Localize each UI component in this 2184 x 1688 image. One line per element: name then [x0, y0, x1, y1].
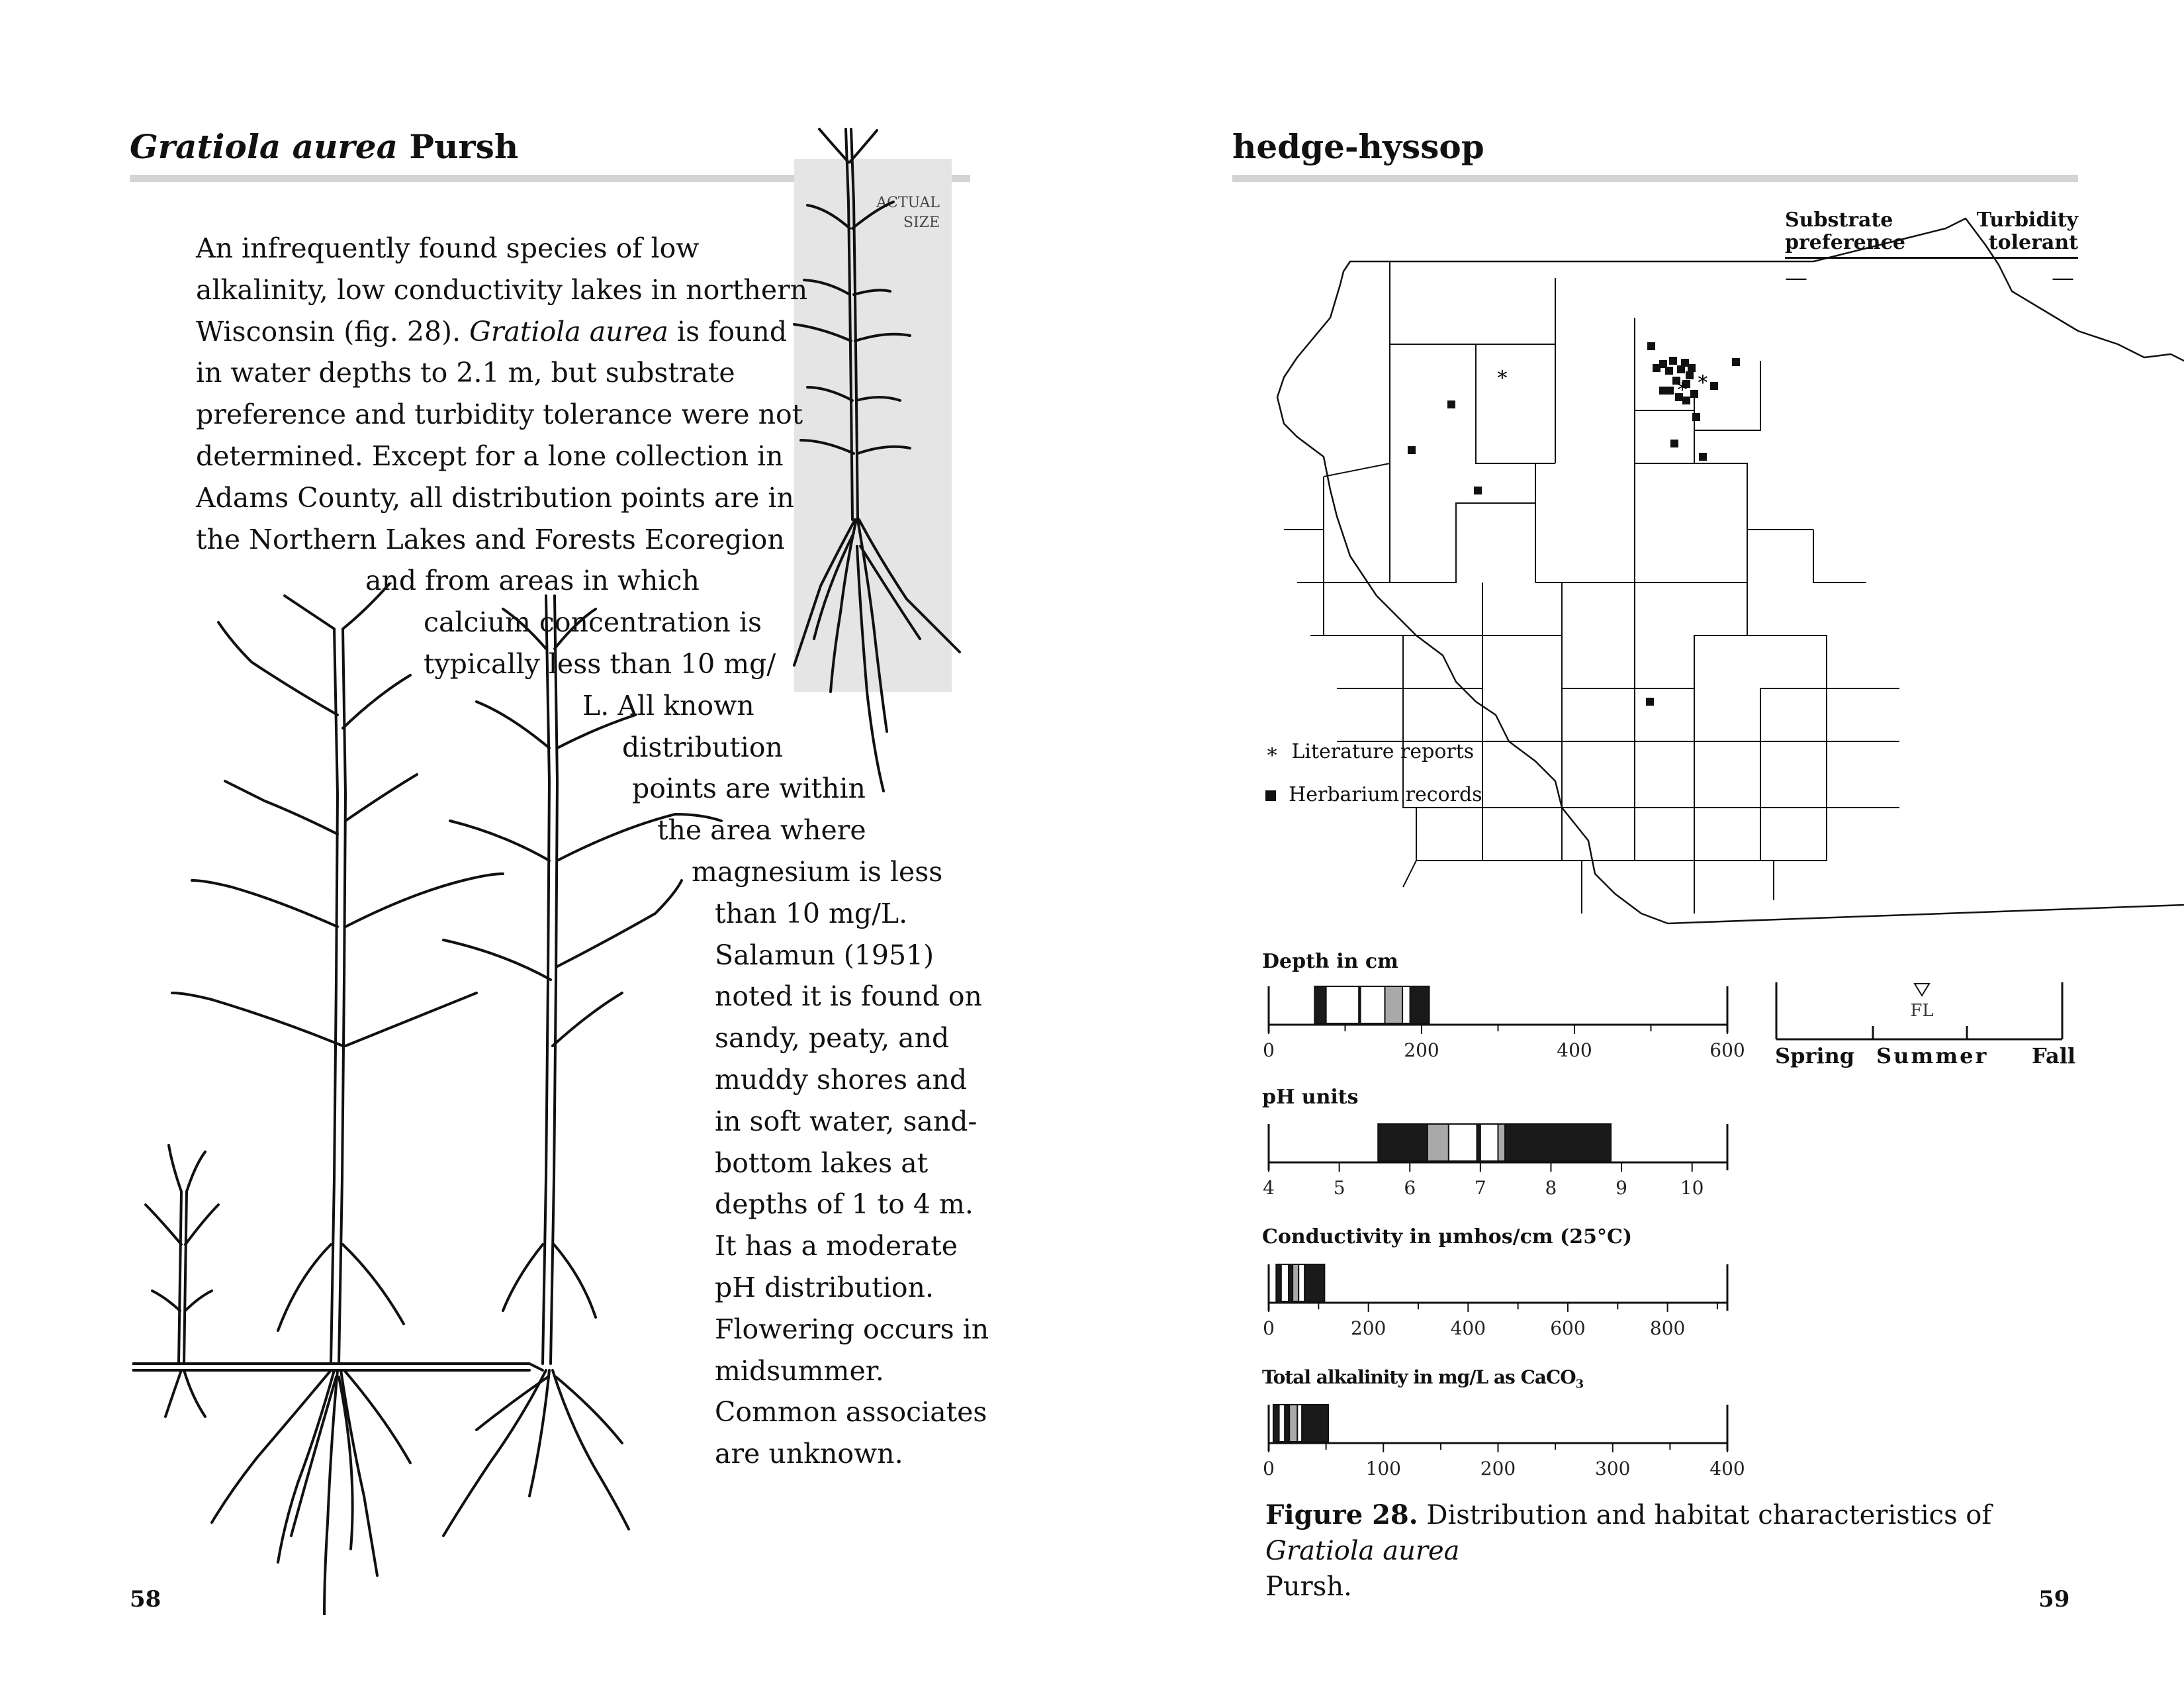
page-number-right: 59 [2038, 1586, 2070, 1613]
flowering-label: FL [1910, 1001, 1934, 1021]
body-text-line: typically less than 10 mg/ [424, 648, 776, 680]
depth-bar-segment [1314, 986, 1326, 1023]
ph-bar-segment [1505, 1124, 1611, 1161]
conductivity-tick-label: 0 [1263, 1317, 1275, 1339]
conductivity-bar-segment [1276, 1264, 1281, 1301]
depth-bar-segment [1361, 986, 1385, 1023]
ph-bar-segment [1449, 1124, 1477, 1161]
body-text-line: sandy, peaty, and [715, 1022, 950, 1055]
depth-bar-segment [1385, 986, 1403, 1023]
literature-report-point: ∗ [1495, 363, 1510, 386]
conductivity-bar-segment [1293, 1264, 1298, 1301]
ph-bar-segment [1428, 1124, 1449, 1161]
body-text-line: than 10 mg/L. [715, 897, 908, 929]
ph-tick-label: 4 [1263, 1177, 1275, 1199]
body-text-line: Common associates [715, 1396, 987, 1429]
alkalinity-chart-title: Total alkalinity in mg/L as CaCO$_3$ [1262, 1366, 1584, 1391]
depth-bar-segment [1410, 986, 1430, 1023]
depth-tick-label: 400 [1557, 1039, 1592, 1061]
body-text-line: noted it is found on [715, 980, 982, 1013]
ph-tick-label: 7 [1474, 1177, 1486, 1199]
literature-report-point: ∗ [1696, 367, 1710, 391]
depth-bar-segment [1326, 986, 1359, 1023]
legend-herbarium: Herbarium records [1265, 783, 1482, 806]
literature-report-point: ∗ [1675, 375, 1690, 398]
alkalinity-tick-label: 400 [1709, 1458, 1745, 1479]
body-text-line: distribution [622, 731, 783, 763]
body-text-line: L. All known [582, 689, 754, 722]
conductivity-bar-segment [1298, 1264, 1304, 1301]
alkalinity-tick-label: 300 [1595, 1458, 1631, 1479]
legend-literature: ∗ Literature reports [1265, 740, 1475, 763]
alkalinity-bar-segment [1297, 1405, 1302, 1442]
conductivity-chart-title: Conductivity in µmhos/cm (25°C) [1262, 1225, 1633, 1248]
turbidity-tolerant-label: Turbidity tolerant [1976, 209, 2078, 254]
ph-chart-title: pH units [1262, 1086, 1359, 1109]
body-text-line: Adams County, all distribution points are in [196, 481, 794, 514]
body-text-line: are unknown. [715, 1438, 903, 1470]
body-text-line: Salamun (1951) [715, 939, 934, 971]
alkalinity-bar-segment [1279, 1405, 1285, 1442]
alkalinity-tick-label: 0 [1263, 1458, 1275, 1479]
figure-caption: Figure 28. Distribution and habitat characteristics of Gratiola aurea Pursh. [1265, 1499, 1992, 1602]
depth-tick-label: 200 [1404, 1039, 1439, 1061]
alkalinity-bar-segment [1302, 1405, 1328, 1442]
conductivity-bar-segment [1304, 1264, 1324, 1301]
season-fall: Fall [2032, 1043, 2076, 1068]
body-text-line: An infrequently found species of low [196, 232, 700, 264]
season-spring: Spring [1775, 1043, 1855, 1068]
body-text-line: calcium concentration is [424, 606, 762, 639]
body-text-line: and from areas in which [365, 565, 700, 597]
page-title-left: Gratiola aurea Pursh [130, 127, 519, 166]
body-text-line: the Northern Lakes and Forests Ecoregion [196, 523, 785, 555]
depth-tick-label: 0 [1263, 1039, 1275, 1061]
body-text-line: midsummer. [715, 1354, 884, 1387]
body-text-line: magnesium is less [692, 856, 943, 888]
page-number-left: 58 [130, 1586, 161, 1613]
ph-bar-segment [1498, 1124, 1506, 1161]
body-text-line: muddy shores and [715, 1064, 968, 1096]
alkalinity-tick-label: 200 [1480, 1458, 1516, 1479]
actual-size-label: ACTUAL SIZE [876, 195, 940, 231]
season-summer: Summer [1876, 1043, 1989, 1068]
body-text-line: Flowering occurs in [715, 1313, 989, 1345]
body-text-line: the area where [657, 814, 866, 847]
body-text-line: alkalinity, low conductivity lakes in northern [196, 273, 808, 306]
alkalinity-bar-segment [1285, 1405, 1289, 1442]
ph-tick-label: 9 [1615, 1177, 1627, 1199]
ph-tick-label: 6 [1404, 1177, 1416, 1199]
conductivity-bar-segment [1281, 1264, 1289, 1301]
body-text-line: It has a moderate [715, 1230, 958, 1262]
ph-bar-segment [1378, 1124, 1428, 1161]
body-text-line: bottom lakes at [715, 1147, 929, 1179]
substrate-preference-label: Substrate preference [1785, 209, 1905, 254]
asterisk-icon: ∗ [1265, 740, 1279, 763]
ph-bar-segment [1480, 1124, 1498, 1161]
body-text-line: pH distribution. [715, 1272, 934, 1303]
body-text-line: points are within [632, 773, 866, 805]
depth-tick-label: 600 [1709, 1039, 1745, 1061]
alkalinity-tick-label: 100 [1365, 1458, 1401, 1479]
body-text-line: in soft water, sand- [715, 1105, 978, 1137]
body-text-line: in water depths to 2.1 m, but substrate [196, 357, 735, 389]
body-text-line: preference and turbidity tolerance were not [196, 399, 803, 431]
substrate-value: — [1785, 265, 1807, 291]
body-text-line: depths of 1 to 4 m. [715, 1188, 974, 1221]
conductivity-tick-label: 800 [1649, 1317, 1686, 1339]
conductivity-tick-label: 400 [1450, 1317, 1486, 1339]
turbidity-value: — [2052, 265, 2074, 291]
body-text-line: Wisconsin (fig. 28). Gratiola aurea is found [196, 315, 788, 348]
conductivity-tick-label: 600 [1550, 1317, 1586, 1339]
ph-tick-label: 8 [1545, 1177, 1557, 1199]
depth-bar-segment [1402, 986, 1410, 1023]
flowering-marker-icon [1915, 984, 1929, 996]
alkalinity-bar-segment [1289, 1405, 1297, 1442]
ph-tick-label: 5 [1333, 1177, 1345, 1199]
alkalinity-bar-segment [1273, 1405, 1279, 1442]
page-title-right: hedge-hyssop [1232, 127, 1484, 166]
conductivity-tick-label: 200 [1350, 1317, 1387, 1339]
body-text-line: determined. Except for a lone collection in [196, 440, 784, 472]
ph-tick-label: 10 [1680, 1177, 1704, 1199]
depth-chart-title: Depth in cm [1262, 950, 1398, 973]
